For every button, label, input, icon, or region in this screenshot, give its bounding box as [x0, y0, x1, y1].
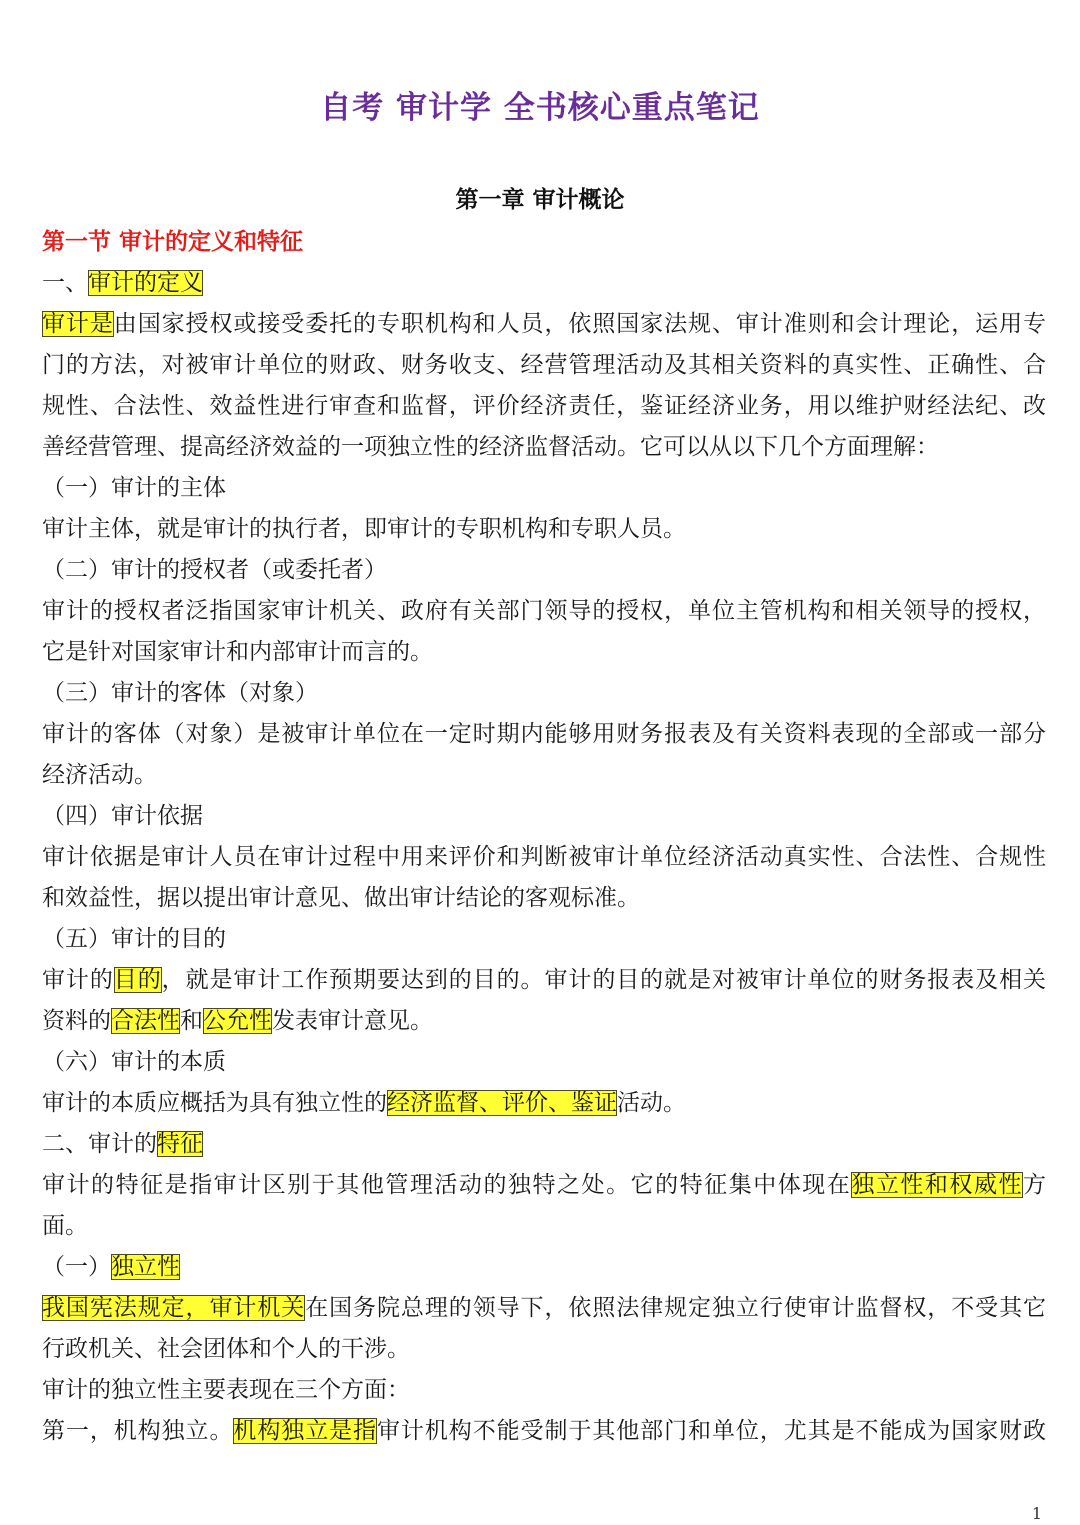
paragraph-line — [42, 1083, 1046, 1124]
text-run: 活动。 — [617, 1090, 686, 1116]
subheading: （四）审计依据 — [42, 803, 203, 829]
text-run: 和 — [180, 1008, 203, 1034]
text-run: ，就是审计工作预期要达到的目的。审计的目的就是对被审计单位的财务报表及相关 — [161, 967, 1046, 993]
heading-prefix: 一、 — [42, 270, 88, 296]
paragraph-line: 行政机关、社会团体和个人的干涉。 — [42, 1336, 410, 1362]
paragraph-line: 审计的客体（对象）是被审计单位在一定时期内能够用财务报表及有关资料表现的全部或一部分 — [42, 721, 1046, 747]
text-run: 审计的本质应概括为具有独立性的 — [42, 1090, 387, 1116]
text-run: 第一，机构独立。 — [42, 1418, 234, 1444]
chapter-heading: 第一章 审计概论 — [455, 187, 625, 213]
paragraph-line: 经济活动。 — [42, 762, 157, 788]
highlight: 独立性和权威性 — [851, 1172, 1024, 1198]
text-run: （一） — [42, 1254, 111, 1280]
text-run: 资料的 — [42, 1008, 111, 1034]
highlight: 经济监督、评价、鉴证 — [387, 1090, 617, 1116]
highlight: 审计的定义 — [88, 270, 203, 296]
paragraph-line: 它是针对国家审计和内部审计而言的。 — [42, 639, 433, 665]
document-body — [42, 222, 1046, 1452]
paragraph-line: 门的方法，对被审计单位的财政、财务收支、经营管理活动及其相关资料的真实性、正确性、合 — [42, 352, 1046, 378]
paragraph-line — [42, 304, 1046, 345]
highlight: 我国宪法规定，审计机关 — [42, 1295, 306, 1321]
highlight: 独立性 — [111, 1254, 180, 1280]
subheading: （三）审计的客体（对象） — [42, 680, 318, 706]
subheading — [42, 1247, 1046, 1288]
section-heading: 第一节 审计的定义和特征 — [42, 229, 304, 255]
paragraph-line: 面。 — [42, 1213, 88, 1239]
subheading: （五）审计的目的 — [42, 926, 226, 952]
highlight: 机构独立是指 — [233, 1418, 377, 1444]
paragraph-line: 善经营管理、提高经济效益的一项独立性的经济监督活动。它可以从以下几个方面理解： — [42, 434, 939, 460]
heading-prefix: 二、审计的 — [42, 1131, 157, 1157]
subheading: （一）审计的主体 — [42, 475, 226, 501]
text-run: 审计机构不能受制于其他部门和单位，尤其是不能成为国家财政 — [376, 1418, 1046, 1444]
paragraph-line: 和效益性，据以提出审计意见、做出审计结论的客观标准。 — [42, 885, 640, 911]
paragraph-line — [42, 1165, 1046, 1206]
paragraph-line — [42, 1288, 1046, 1329]
text-run: 在国务院总理的领导下，依照法律规定独立行使审计监督权，不受其它 — [305, 1295, 1046, 1321]
text-run: 审计的特征是指审计区别于其他管理活动的独特之处。它的特征集中体现在 — [42, 1172, 852, 1198]
paragraph-line — [42, 1411, 1046, 1452]
highlight: 审计是 — [42, 311, 114, 337]
paragraph-line: 审计的独立性主要表现在三个方面： — [42, 1377, 410, 1403]
highlight: 合法性 — [111, 1008, 180, 1034]
document-title: 自考 审计学 全书核心重点笔记 — [320, 90, 760, 126]
text-run: 审计的 — [42, 967, 114, 993]
paragraph-line: 审计依据是审计人员在审计过程中用来评价和判断被审计单位经济活动真实性、合法性、合规性 — [42, 844, 1046, 870]
text-run: 方 — [1023, 1172, 1046, 1198]
page-number: 1 — [1031, 1504, 1042, 1523]
text-run: 发表审计意见。 — [272, 1008, 433, 1034]
paragraph-line: 审计的授权者泛指国家审计机关、政府有关部门领导的授权，单位主管机构和相关领导的授权， — [42, 598, 1046, 624]
subheading: （二）审计的授权者（或委托者） — [42, 557, 387, 583]
highlight: 特征 — [157, 1131, 203, 1157]
highlight: 公允性 — [203, 1008, 272, 1034]
highlight: 目的 — [113, 967, 162, 993]
paragraph-line: 规性、合法性、效益性进行审查和监督，评价经济责任，鉴证经济业务，用以维护财经法纪、改 — [42, 393, 1046, 419]
heading-features — [42, 1124, 1046, 1165]
paragraph-line — [42, 960, 1046, 1001]
paragraph-line: 审计主体，就是审计的执行者，即审计的专职机构和专职人员。 — [42, 516, 686, 542]
subheading: （六）审计的本质 — [42, 1049, 226, 1075]
paragraph-line — [42, 1001, 1046, 1042]
text-run: 由国家授权或接受委托的专职机构和人员，依照国家法规、审计准则和会计理论，运用专 — [113, 311, 1046, 337]
heading-definition — [42, 263, 1046, 304]
